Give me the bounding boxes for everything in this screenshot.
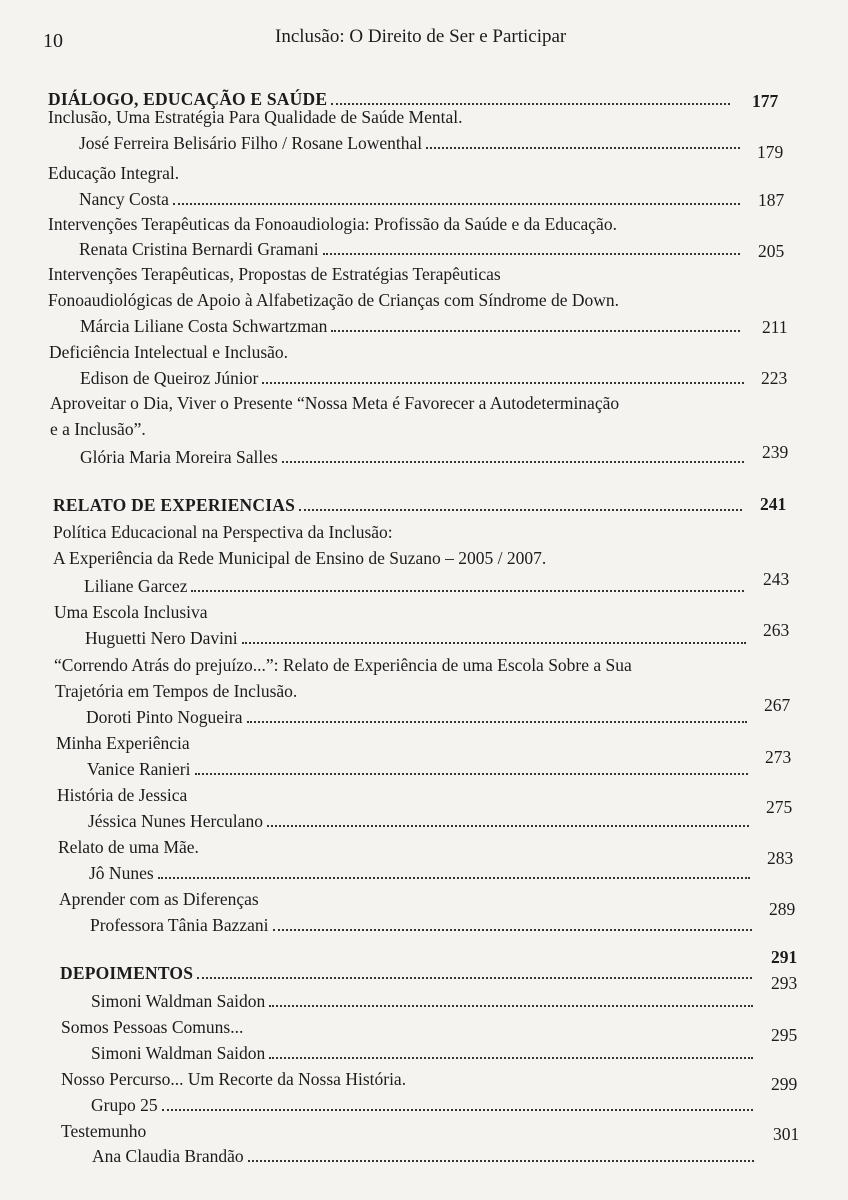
entry-title: Deficiência Intelectual e Inclusão. — [49, 342, 289, 362]
entry-author: Professora Tânia Bazzani — [90, 915, 269, 935]
dot-leader — [426, 146, 740, 149]
entry-page: 263 — [763, 620, 790, 640]
entry-author: José Ferreira Belisário Filho / Rosane Lowenthal — [79, 133, 423, 153]
entry-page: 267 — [764, 695, 791, 715]
entry-page: 299 — [771, 1074, 798, 1094]
dot-leader — [262, 381, 744, 384]
dot-leader — [299, 508, 742, 511]
entry-page: 187 — [758, 190, 785, 210]
entry-author: Jô Nunes — [89, 863, 154, 883]
entry-page: 243 — [763, 569, 790, 589]
entry-title: Inclusão, Uma Estratégia Para Qualidade de Saúde Mental. — [48, 107, 463, 127]
section-heading: RELATO DE EXPERIENCIAS — [53, 494, 748, 516]
section-heading: DEPOIMENTOS — [60, 962, 758, 984]
entry-title: Minha Experiência — [56, 733, 190, 753]
entry-page: 283 — [767, 848, 794, 868]
dot-leader — [173, 202, 740, 205]
dot-leader — [247, 720, 747, 723]
dot-leader — [331, 102, 730, 105]
dot-leader — [267, 824, 749, 827]
entry-title: A Experiência da Rede Municipal de Ensino de Suzano – 2005 / 2007. — [53, 548, 547, 568]
entry-author: Jéssica Nunes Herculano — [88, 811, 263, 831]
entry-author: Liliane Garcez — [84, 576, 188, 596]
entry-title: Fonoaudiológicas de Apoio à Alfabetização de Crianças com Síndrome de Down. — [48, 290, 620, 310]
entry-page: 239 — [762, 442, 789, 462]
entry-page: 211 — [762, 317, 788, 337]
entry-page: 179 — [757, 142, 784, 162]
dot-leader — [273, 928, 753, 931]
dot-leader — [242, 641, 746, 644]
entry-author-row — [79, 132, 746, 154]
entry-author-row — [90, 914, 758, 936]
dot-leader — [323, 252, 740, 255]
entry-title: Intervenções Terapêuticas da Fonoaudiologia: Profissão da Saúde e da Educação. — [48, 214, 617, 234]
entry-title: Política Educacional na Perspectiva da Inclusão: — [53, 522, 393, 542]
dot-leader — [197, 976, 752, 979]
entry-author-row — [79, 188, 746, 210]
dot-leader — [195, 772, 749, 775]
entry-page: 289 — [769, 899, 796, 919]
entry-author: Simoni Waldman Saidon — [91, 991, 266, 1011]
entry-title: Nosso Percurso... Um Recorte da Nossa História. — [61, 1069, 407, 1089]
dot-leader — [269, 1004, 753, 1007]
section-page: 241 — [760, 494, 787, 514]
entry-page: 273 — [765, 747, 792, 767]
dot-leader — [191, 589, 744, 592]
entry-title: Testemunho — [61, 1121, 147, 1141]
entry-author: Grupo 25 — [91, 1095, 158, 1115]
entry-title: Aproveitar o Dia, Viver o Presente “Nossa Meta é Favorecer a Autodeterminação — [50, 393, 620, 413]
section-heading: DIÁLOGO, EDUCAÇÃO E SAÚDE — [48, 88, 736, 110]
dot-leader — [269, 1056, 753, 1059]
dot-leader — [282, 460, 744, 463]
entry-author: Glória Maria Moreira Salles — [80, 447, 278, 467]
page-number: 10 — [43, 30, 63, 52]
entry-title: Relato de uma Mãe. — [58, 837, 199, 857]
entry-author-row — [86, 706, 753, 728]
entry-author-row — [92, 1145, 760, 1167]
entry-author-row — [88, 810, 755, 832]
entry-title: “Correndo Atrás do prejuízo...”: Relato de Experiência de uma Escola Sobre a Sua — [54, 655, 632, 675]
entry-author-row — [80, 315, 746, 337]
entry-title: Educação Integral. — [48, 163, 180, 183]
entry-page: 301 — [773, 1124, 800, 1144]
entry-title: Uma Escola Inclusiva — [54, 602, 208, 622]
entry-title: História de Jessica — [57, 785, 188, 805]
section-page: 291 — [771, 947, 798, 967]
entry-author-row — [85, 627, 752, 649]
entry-title: Aprender com as Diferenças — [59, 889, 259, 909]
entry-page: 223 — [761, 368, 788, 388]
entry-author-row — [91, 1042, 759, 1064]
section-page: 177 — [752, 91, 779, 111]
entry-author: Renata Cristina Bernardi Gramani — [79, 239, 319, 259]
entry-title: Somos Pessoas Comuns... — [61, 1017, 244, 1037]
entry-author: Edison de Queiroz Júnior — [80, 368, 259, 388]
entry-title: e a Inclusão”. — [50, 419, 146, 439]
entry-author: Vanice Ranieri — [87, 759, 191, 779]
entry-author: Simoni Waldman Saidon — [91, 1043, 266, 1063]
entry-page: 275 — [766, 797, 793, 817]
entry-page: 295 — [771, 1025, 798, 1045]
entry-author: Nancy Costa — [79, 189, 169, 209]
entry-author-row — [84, 575, 750, 597]
entry-author: Huguetti Nero Davini — [85, 628, 238, 648]
entry-title: Trajetória em Tempos de Inclusão. — [55, 681, 298, 701]
entry-author-row — [91, 1094, 759, 1116]
dot-leader — [248, 1159, 754, 1162]
entry-author-row — [79, 238, 746, 260]
dot-leader — [331, 329, 740, 332]
dot-leader — [158, 876, 750, 879]
entry-author-row — [80, 446, 750, 468]
running-title: Inclusão: O Direito de Ser e Participar — [275, 26, 567, 47]
entry-title: Intervenções Terapêuticas, Propostas de Estratégias Terapêuticas — [48, 264, 501, 284]
entry-author-row — [89, 862, 756, 884]
entry-page: 205 — [758, 241, 785, 261]
entry-author-row — [91, 990, 759, 1012]
entry-author: Ana Claudia Brandão — [92, 1146, 244, 1166]
entry-page: 293 — [771, 973, 798, 993]
entry-author: Doroti Pinto Nogueira — [86, 707, 243, 727]
entry-author-row — [87, 758, 754, 780]
entry-author: Márcia Liliane Costa Schwartzman — [80, 316, 328, 336]
entry-author-row — [80, 367, 750, 389]
dot-leader — [162, 1108, 753, 1111]
